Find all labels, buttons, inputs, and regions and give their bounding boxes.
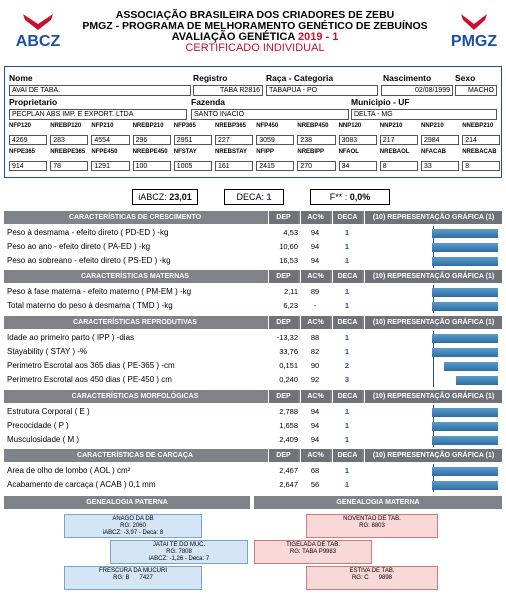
stat-label: NFP120 <box>9 123 32 129</box>
ac-column-header: AC% <box>300 316 330 329</box>
trait-dep: 2,788 <box>279 407 298 416</box>
trait-row <box>4 240 502 254</box>
stat-label: NFPE365 <box>9 149 36 155</box>
paternal-grandsire-card[interactable]: ANAGO DA DB RG: 2060 iABCZ: -3,97 - Deca: 8 <box>64 514 202 538</box>
stat-value: 214 <box>462 135 500 145</box>
section-title: CARACTERÍSTICAS MORFOLÓGICAS <box>71 393 199 400</box>
trait-graph-bar <box>432 481 498 490</box>
header-program: PMGZ - PROGRAMA DE MELHORAMENTO GENÉTICO DE ZEBUÍNOS <box>82 20 428 32</box>
trait-deca: 1 <box>344 256 350 265</box>
deca-column-header: DECA <box>332 390 362 403</box>
paternal-granddam-card[interactable]: FRESCURA DA MUCURI RG: B 7427 <box>64 566 202 590</box>
trait-dep: 10,60 <box>279 242 298 251</box>
stat-value: 100 <box>133 161 171 171</box>
trait-graph-bar <box>432 257 498 266</box>
stat-value: 8 <box>380 161 418 171</box>
trait-row <box>4 373 502 387</box>
trait-accuracy: 94 <box>310 435 320 444</box>
trait-dep: 33,76 <box>279 347 298 356</box>
stat-label: NFPE450 <box>91 149 118 155</box>
certificate-header <box>80 10 430 54</box>
dam-card[interactable]: TIGELADA DE TAB. RG: TABA P9983 <box>254 540 372 564</box>
trait-accuracy: 94 <box>310 256 320 265</box>
trait-name: Total materno do peso à desmama ( TMD ) -kg <box>7 301 173 310</box>
stat-value: 2415 <box>256 161 294 171</box>
trait-row <box>4 478 502 492</box>
pmgz-emblem-icon <box>459 12 489 34</box>
deca-column-header: DECA <box>332 316 362 329</box>
trait-graph-bar <box>444 362 498 371</box>
trait-graph-bar <box>432 243 498 252</box>
stat-label: NFAOL <box>338 149 359 155</box>
graph-column-header: (10) REPRESENTAÇÃO GRÁFICA (1) <box>364 316 502 329</box>
stat-value: 3059 <box>256 135 294 145</box>
header-evaluation: AVALIAÇÃO GENÉTICA 2019 - 1 <box>171 31 339 43</box>
trait-dep: 2,467 <box>279 466 298 475</box>
deca-column-header: DECA <box>332 211 362 224</box>
iabcz-label: iABCZ: <box>138 192 167 202</box>
proprietario-value: PECPLAN ABS IMP. E EXPORT. LTDA <box>9 109 187 120</box>
ac-column-header: AC% <box>300 390 330 403</box>
trait-row <box>4 226 502 240</box>
trait-name: Area de olho de lombo ( AOL ) cm² <box>7 466 131 475</box>
deca-value: 1 <box>266 192 272 202</box>
header-association: ASSOCIAÇÃO BRASILEIRA DOS CRIADORES DE ZEBU <box>115 9 395 21</box>
deca-column-header: DECA <box>332 449 362 462</box>
abcz-logo <box>8 12 68 50</box>
trait-name: Perimetro Escrotal aos 365 dias ( PE-365 ) -cm <box>7 361 175 370</box>
fazenda-label: Fazenda <box>191 97 226 107</box>
trait-dep: -13,32 <box>276 333 298 342</box>
trait-graph-bar <box>432 408 498 417</box>
nome-value: AVAI DE TABA. <box>9 85 191 96</box>
stat-value: 4269 <box>9 135 47 145</box>
dep-column-header: DEP <box>268 390 298 403</box>
nascimento-value: 02/08/1999 <box>381 85 453 96</box>
animal-info-box <box>4 66 502 178</box>
trait-accuracy: 92 <box>310 375 320 384</box>
trait-deca: 1 <box>344 301 350 310</box>
trait-row <box>4 345 502 359</box>
stat-label: NREBPE365 <box>50 149 86 155</box>
maternal-granddam-card[interactable]: ESTIVA DE TAB. RG: C 9898 <box>306 566 438 590</box>
trait-dep: 1,658 <box>279 421 298 430</box>
trait-dep: 2,11 <box>283 287 298 296</box>
stat-value: 296 <box>133 135 171 145</box>
stat-value: 161 <box>215 161 253 171</box>
trait-deca: 1 <box>344 480 350 489</box>
trait-name: Musculosidade ( M ) <box>7 435 80 444</box>
trait-row <box>4 405 502 419</box>
graph-center-line <box>433 373 434 387</box>
trait-deca: 1 <box>344 228 350 237</box>
trait-graph-bar <box>432 436 498 445</box>
trait-name: Peso ao sobreano - efeito direto ( PS-ED ) -kg <box>7 256 171 265</box>
stat-label: NFSTAY <box>173 149 197 155</box>
stat-label: NREBP450 <box>297 123 329 129</box>
trait-deca: 1 <box>344 287 350 296</box>
section-header <box>4 211 502 224</box>
trait-row <box>4 359 502 373</box>
graph-column-header: (10) REPRESENTAÇÃO GRÁFICA (1) <box>364 449 502 462</box>
trait-name: Peso ao ano - efeito direto ( PA-ED ) -kg <box>7 242 151 251</box>
stat-label: NFP210 <box>91 123 114 129</box>
raca-label: Raça - Categoria <box>266 73 334 83</box>
trait-accuracy: 94 <box>310 242 320 251</box>
stat-value: 283 <box>50 135 88 145</box>
stat-label: NFP365 <box>173 123 196 129</box>
graph-center-line <box>433 359 434 373</box>
stat-label: NNP120 <box>338 123 362 129</box>
trait-dep: 2,647 <box>279 480 298 489</box>
section-title: CARACTERÍSTICAS MATERNAS <box>81 273 189 280</box>
graph-column-header: (10) REPRESENTAÇÃO GRÁFICA (1) <box>364 390 502 403</box>
ac-column-header: AC% <box>300 449 330 462</box>
trait-deca: 1 <box>344 347 350 356</box>
dep-column-header: DEP <box>268 449 298 462</box>
trait-accuracy: 90 <box>310 361 320 370</box>
abcz-emblem-icon <box>21 12 55 34</box>
raca-value: TABAPUA - PO <box>266 85 378 96</box>
stat-label: NFIPP <box>256 149 274 155</box>
stat-value: 78 <box>50 161 88 171</box>
trait-deca: 1 <box>344 466 350 475</box>
trait-deca: 2 <box>344 361 350 370</box>
trait-graph-bar <box>432 229 498 238</box>
trait-name: Perimetro Escrotal aos 450 dias ( PE-450 ) cm <box>7 375 172 384</box>
stat-label: NREBP120 <box>50 123 82 129</box>
stat-label: NFACAB <box>421 149 446 155</box>
pmgz-logo-text: PMGZ <box>450 33 498 50</box>
nome-label: Nome <box>9 73 33 83</box>
registro-label: Registro <box>193 73 228 83</box>
dep-column-header: DEP <box>268 316 298 329</box>
trait-dep: 2,409 <box>279 435 298 444</box>
abcz-logo-text: ABCZ <box>15 33 61 50</box>
trait-accuracy: 82 <box>310 347 320 356</box>
trait-dep: 6,23 <box>283 301 298 310</box>
section-header <box>4 316 502 329</box>
f-label: F** : <box>329 192 348 202</box>
stat-value: 2951 <box>174 135 212 145</box>
trait-name: Estrutura Corporal ( E ) <box>7 407 90 416</box>
genealogia-paterna-header: GENEALOGIA PATERNA <box>4 496 250 509</box>
stat-label: NREBSTAY <box>215 149 248 155</box>
trait-name: Stayability ( STAY ) -% <box>7 347 88 356</box>
municipio-value: DELTA - MG <box>351 109 497 120</box>
trait-dep: 16,53 <box>279 256 298 265</box>
dep-column-header: DEP <box>268 211 298 224</box>
stat-value: 4554 <box>91 135 129 145</box>
stat-value: 8 <box>462 161 500 171</box>
trait-row <box>4 254 502 268</box>
nascimento-label: Nascimento <box>383 73 432 83</box>
trait-accuracy: 68 <box>310 466 320 475</box>
registro-value: TABA R2816 <box>193 85 263 96</box>
trait-accuracy: 88 <box>310 333 320 342</box>
trait-name: Idade ao primeiro parto ( IPP ) -dias <box>7 333 135 342</box>
f-box <box>310 189 390 205</box>
stat-value: 33 <box>421 161 459 171</box>
section-header <box>4 390 502 403</box>
ac-column-header: AC% <box>300 270 330 283</box>
stat-label: NREBPE450 <box>132 149 168 155</box>
stat-value: 3083 <box>339 135 377 145</box>
sexo-label: Sexo <box>455 73 476 83</box>
stat-value: 34 <box>339 161 377 171</box>
trait-deca: 1 <box>344 333 350 342</box>
trait-accuracy: 94 <box>310 407 320 416</box>
trait-deca: 1 <box>344 242 350 251</box>
stat-label: NNP210 <box>379 123 403 129</box>
stat-label: NREBIPP <box>297 149 325 155</box>
trait-accuracy: 56 <box>310 480 320 489</box>
maternal-grandsire-card[interactable]: NOVENTAO DE TAB. RG: 8803 <box>306 514 438 538</box>
stat-value: 1005 <box>174 161 212 171</box>
sire-card[interactable]: JATAI TE DO MUC. RG: 7808 iABCZ: -1,26 - Deca: 7 <box>110 540 248 564</box>
stat-value: 227 <box>215 135 253 145</box>
stat-value: 1291 <box>91 161 129 171</box>
trait-deca: 1 <box>344 435 350 444</box>
graph-column-header: (10) REPRESENTAÇÃO GRÁFICA (1) <box>364 270 502 283</box>
section-header <box>4 449 502 462</box>
trait-deca: 1 <box>344 407 350 416</box>
stat-value: 217 <box>380 135 418 145</box>
graph-column-header: (10) REPRESENTAÇÃO GRÁFICA (1) <box>364 211 502 224</box>
section-title: CARACTERÍSTICAS REPRODUTIVAS <box>73 319 197 326</box>
stat-label: NREBP210 <box>132 123 164 129</box>
trait-accuracy: 94 <box>310 421 320 430</box>
trait-accuracy: - <box>313 301 317 310</box>
trait-dep: 4,53 <box>283 228 298 237</box>
pmgz-logo <box>446 12 502 50</box>
trait-accuracy: 94 <box>310 228 320 237</box>
header-certificate-title: CERTIFICADO INDIVIDUAL <box>185 42 325 54</box>
section-title: CARACTERÍSTICAS DE CARCAÇA <box>77 452 193 459</box>
stat-value: 270 <box>297 161 335 171</box>
ac-column-header: AC% <box>300 211 330 224</box>
trait-graph-bar <box>432 467 498 476</box>
trait-graph-bar <box>432 302 498 311</box>
trait-name: Acabamento de carcaça ( ACAB ) 0,1 mm <box>7 480 156 489</box>
proprietario-label: Proprietario <box>9 97 58 107</box>
trait-row <box>4 299 502 313</box>
stat-label: NREBAOL <box>379 149 410 155</box>
trait-graph-bar <box>432 422 498 431</box>
trait-name: Peso à desmama - efeito direto ( PD-ED ) -kg <box>7 228 169 237</box>
stat-label: NNP210 <box>421 123 444 129</box>
municipio-label: Municipio - UF <box>351 97 410 107</box>
genealogia-materna-header: GENEALOGIA MATERNA <box>254 496 502 509</box>
iabcz-value: 23,01 <box>169 192 192 202</box>
trait-name: Precocidade ( P ) <box>7 421 69 430</box>
fazenda-value: SANTO INACIO <box>191 109 349 120</box>
stat-label: NREBP365 <box>215 123 247 129</box>
section-header <box>4 270 502 283</box>
stat-label: NREBACAB <box>462 149 497 155</box>
trait-row <box>4 331 502 345</box>
trait-accuracy: 89 <box>310 287 320 296</box>
trait-deca: 3 <box>344 375 350 384</box>
stat-value: 914 <box>9 161 47 171</box>
trait-row <box>4 433 502 447</box>
stat-value: 238 <box>297 135 335 145</box>
trait-graph-bar <box>456 376 498 385</box>
trait-graph-bar <box>432 334 498 343</box>
stat-value: 2984 <box>421 135 459 145</box>
sexo-value: MACHO <box>455 85 497 96</box>
section-title: CARACTERÍSTICAS DE CRESCIMENTO <box>68 214 202 221</box>
deca-box <box>224 189 284 205</box>
trait-graph-bar <box>432 288 498 297</box>
dep-column-header: DEP <box>268 270 298 283</box>
trait-dep: 0,240 <box>279 375 298 384</box>
trait-name: Peso à fase materna - efeito materno ( PM-EM ) -kg <box>7 287 192 296</box>
trait-deca: 1 <box>344 421 350 430</box>
deca-column-header: DECA <box>332 270 362 283</box>
trait-row <box>4 419 502 433</box>
stat-label: NNEBP210 <box>462 123 494 129</box>
trait-dep: 0,151 <box>279 361 298 370</box>
iabcz-box <box>132 189 198 205</box>
trait-row <box>4 285 502 299</box>
trait-graph-bar <box>432 348 498 357</box>
deca-label: DECA: <box>236 192 264 202</box>
f-value: 0,0% <box>349 192 371 202</box>
trait-row <box>4 464 502 478</box>
stat-label: NFP450 <box>256 123 279 129</box>
